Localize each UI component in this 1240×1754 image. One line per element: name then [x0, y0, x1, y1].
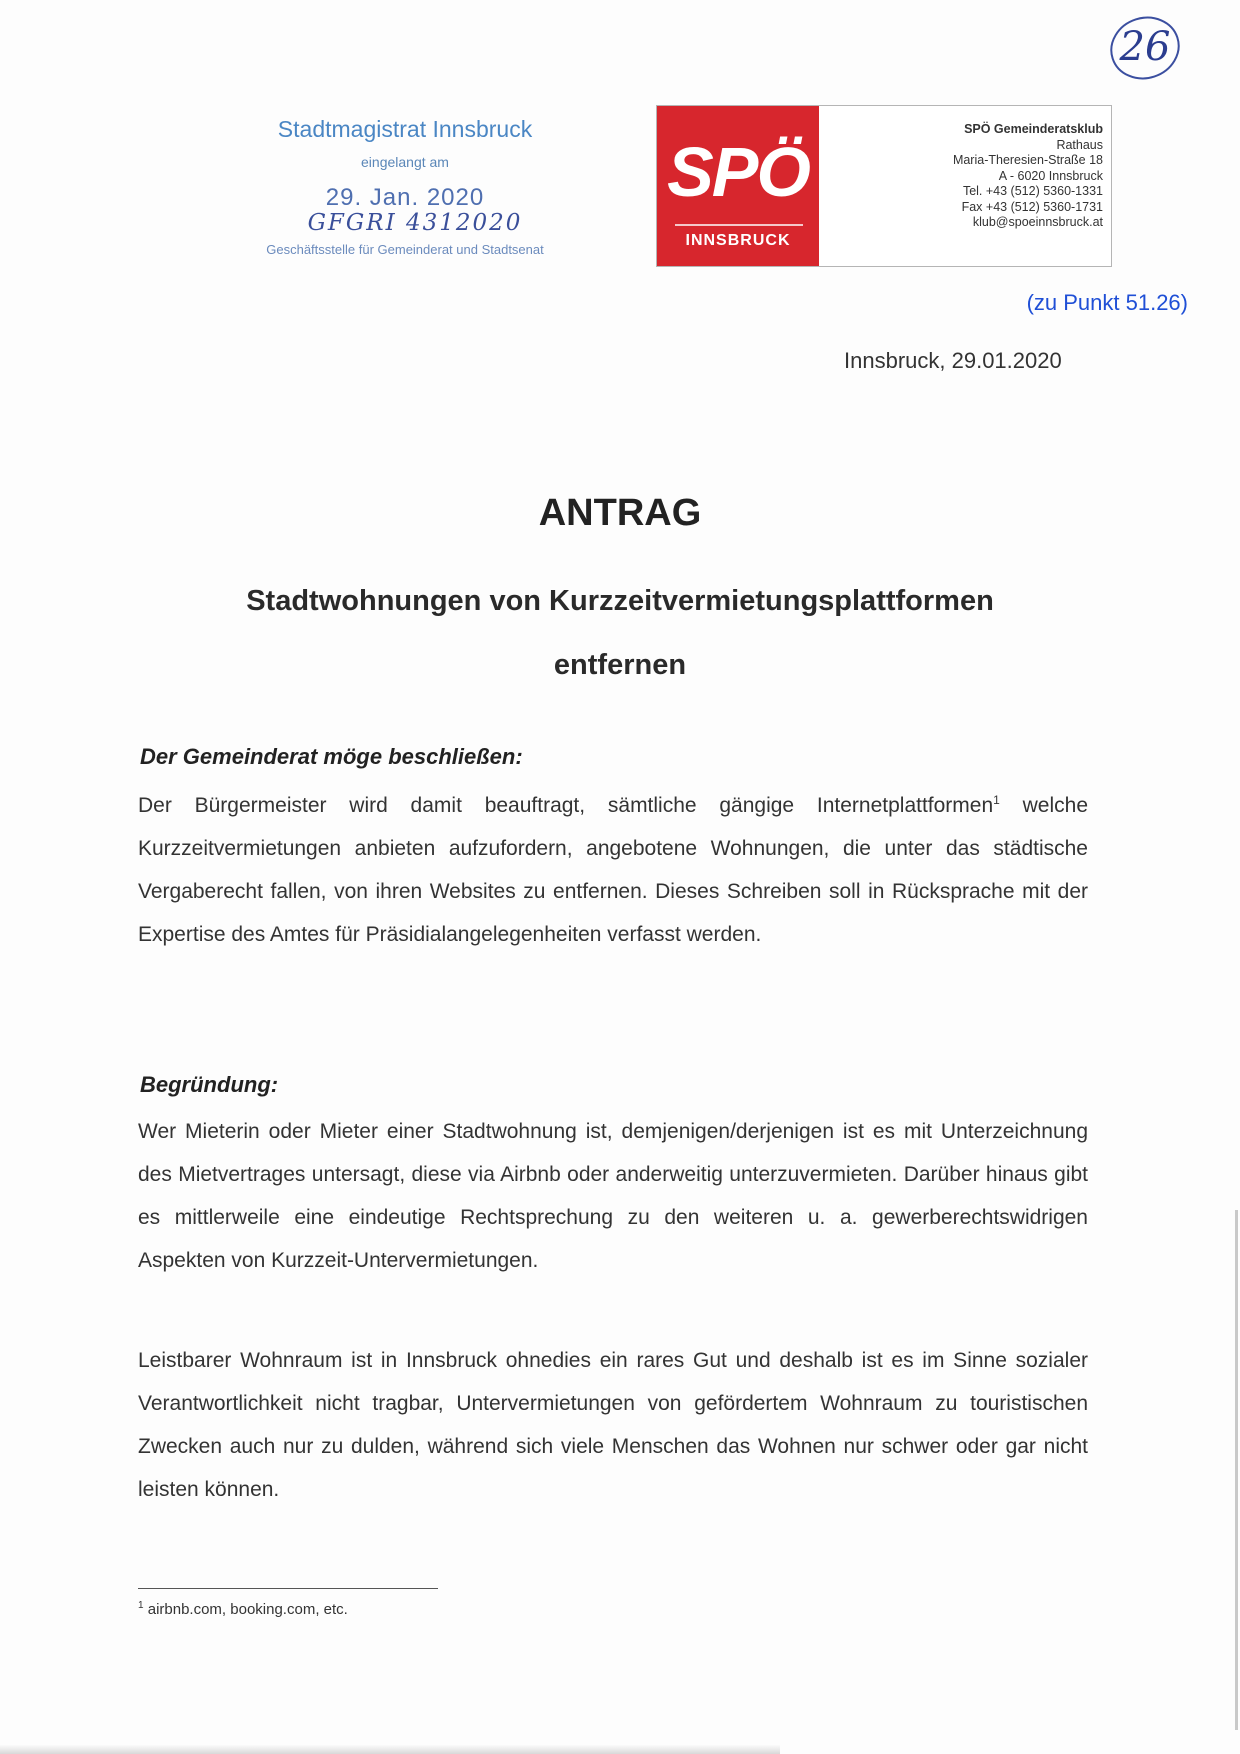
- document-subtitle: [0, 569, 1240, 697]
- logo-wordmark: SPÖ: [667, 133, 809, 211]
- footnote-separator: [138, 1588, 438, 1589]
- footnote-text: airbnb.com, booking.com, etc.: [143, 1601, 348, 1618]
- stamp-office: Geschäftsstelle für Gemeinderat und Stadtsenat: [266, 242, 544, 257]
- logo-divider: [675, 224, 803, 226]
- page-bottom-shadow: [0, 1744, 780, 1754]
- footnote-marker: 1: [138, 1600, 144, 1611]
- contact-fax: Fax +43 (512) 5360-1731: [961, 199, 1103, 214]
- contact-street: Maria-Theresien-Straße 18: [952, 153, 1103, 167]
- contact-city: A - 6020 Innsbruck: [998, 168, 1103, 183]
- resolution-paragraph: [138, 784, 1088, 956]
- spoe-logo: [657, 106, 819, 266]
- subtitle-line: entfernen: [553, 649, 687, 681]
- footnote: [138, 1600, 348, 1618]
- handwritten-page-number: [1105, 10, 1185, 90]
- resolution-heading: Der Gemeinderat möge beschließen:: [140, 744, 523, 769]
- stamp-organization: Stadtmagistrat Innsbruck: [277, 116, 533, 142]
- justification-heading: Begründung:: [140, 1072, 279, 1097]
- page-number-text: 26: [1119, 24, 1171, 70]
- contact-org: SPÖ Gemeinderatsklub: [964, 122, 1103, 136]
- place-and-date: Innsbruck, 29.01.2020: [844, 348, 1062, 373]
- contact-building: Rathaus: [1056, 137, 1103, 152]
- contact-email: klub@spoeinnsbruck.at: [972, 215, 1103, 229]
- resolution-text-start: Der Bürgermeister wird damit beauftragt, sämtliche gängige Internetplattformen: [138, 794, 994, 817]
- stamp-received-label: eingelangt am: [361, 154, 449, 170]
- stamp-date: 29. Jan. 2020: [325, 184, 485, 211]
- logo-city: INNSBRUCK: [685, 232, 791, 249]
- footnote-reference: 1: [993, 793, 1000, 807]
- page-edge-shadow: [1235, 1210, 1238, 1730]
- justification-paragraph: Leistbarer Wohnraum ist in Innsbruck ohnedies ein rares Gut und deshalb ist es im Sinne sozialer Verantwortlichkeit nicht tragbar, Untervermietungen von gefördertem Wohnraum zu touristischen Zwecken auch nur zu dulden, während sich viele Menschen das Wohnen nur schwer oder gar nicht leisten können.: [138, 1349, 1088, 1501]
- agenda-reference: (zu Punkt 51.26): [1026, 290, 1188, 315]
- subtitle-line: Stadtwohnungen von Kurzzeitvermietungsplattformen: [246, 585, 994, 617]
- letterhead: [656, 105, 1112, 267]
- justification-paragraph: Wer Mieterin oder Mieter einer Stadtwohnung ist, demjenigen/derjenigen ist es mit Unterzeichnung des Mietvertrages untersagt, diese via Airbnb oder anderweitig unterzuvermieten. Darüber hinaus gibt es mittlerweile eine eindeutige Rechtsprechung zu den weiteren u. a. gewerberechtswidrigen Aspekten von Kurzzeit-Untervermietungen.: [138, 1120, 1088, 1272]
- contact-block: [823, 122, 1103, 231]
- receipt-stamp: [250, 116, 560, 276]
- document-title: ANTRAG: [538, 492, 702, 534]
- stamp-handwritten-reference: GFGRI 4312020: [307, 210, 523, 236]
- resolution-text-end: welche Kurzzeitvermietungen anbieten aufzufordern, angebotene Wohnungen, die unter das städtische Vergaberecht fallen, von ihren Websites zu entfernen. Dieses Schreiben soll in Rücksprache mit der Expertise des Amtes für Präsidialangelegenheiten verfasst werden.: [138, 794, 1088, 946]
- contact-phone: Tel. +43 (512) 5360-1331: [962, 184, 1103, 198]
